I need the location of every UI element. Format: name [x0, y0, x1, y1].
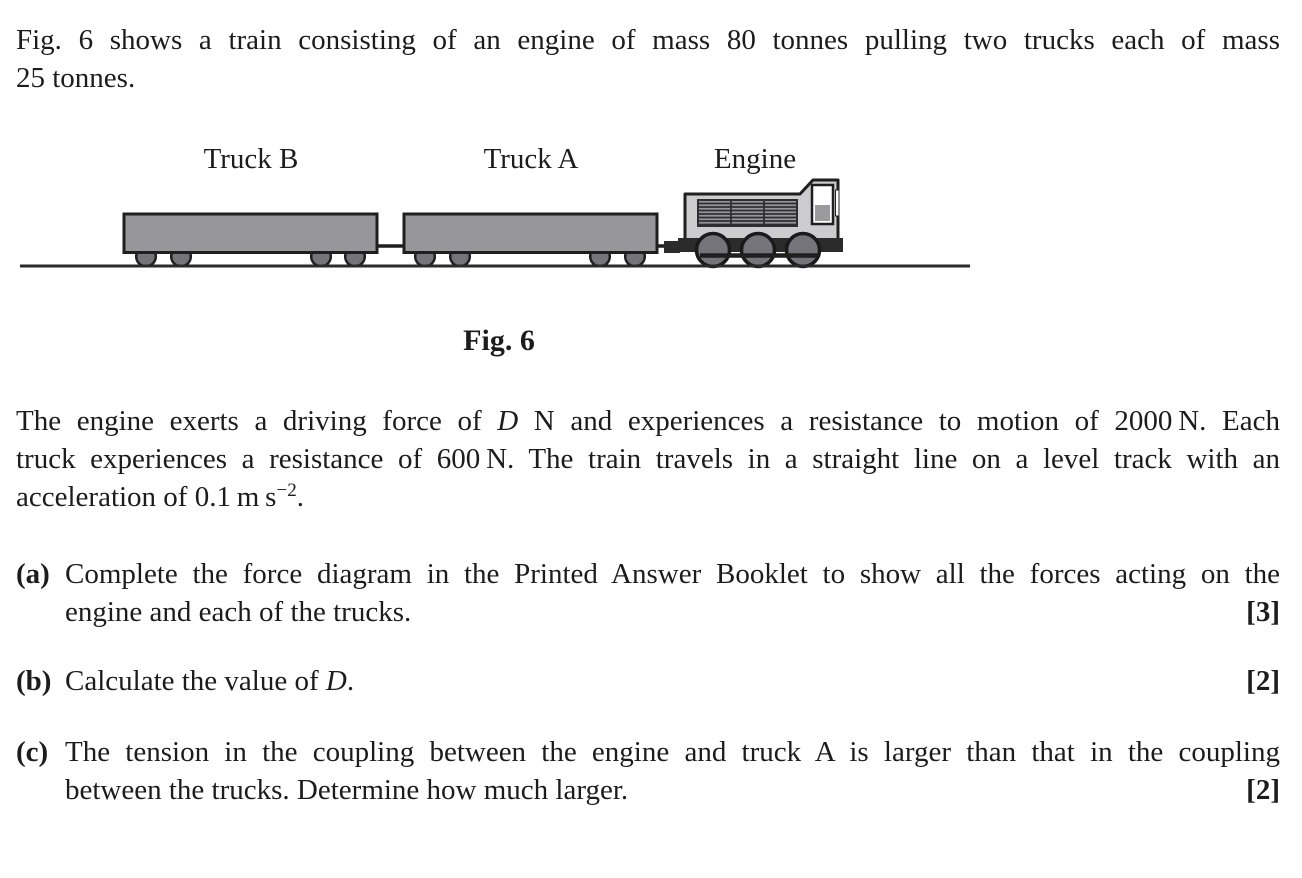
question-b-label: (b) — [16, 665, 52, 697]
text-line: 25 tonnes. — [16, 62, 136, 94]
engine-wheels — [697, 234, 820, 267]
engine-hook — [664, 241, 680, 253]
engine-grille — [698, 200, 797, 226]
question-c-text — [65, 733, 1280, 809]
question-c-label: (c) — [16, 736, 49, 768]
truck-b-illustration — [124, 214, 377, 266]
figure-caption: Fig. 6 — [463, 324, 535, 357]
text-line: truck experiences a resistance of 600 N. The train travels in a straight line on a level track with an — [16, 443, 1280, 475]
question-b-mark: [2] — [1246, 665, 1280, 697]
text-line: Complete the force diagram in the Printed Answer Booklet to show all the forces acting on the — [65, 558, 1280, 590]
text-line: Calculate the value of D. — [65, 665, 355, 697]
text-line: between the trucks. Determine how much larger. — [65, 774, 629, 806]
question-a-label: (a) — [16, 558, 50, 590]
truck-b-body — [124, 214, 377, 253]
question-b — [16, 662, 1280, 700]
truck-b-label: Truck B — [203, 143, 299, 175]
engine-illustration — [664, 180, 843, 267]
text-line: The tension in the coupling between the engine and truck A is larger than that in the coupling — [65, 736, 1280, 768]
question-c-mark: [2] — [1246, 774, 1280, 806]
question-c — [16, 733, 1280, 809]
question-a-text — [65, 555, 1280, 631]
text-line: Fig. 6 shows a train consisting of an engine of mass 80 tonnes pulling two trucks each of mass — [16, 24, 1280, 56]
text-line: engine and each of the trucks. — [65, 596, 412, 628]
engine-label: Engine — [713, 143, 797, 175]
truck-a-illustration — [404, 214, 657, 266]
question-a — [16, 555, 1280, 631]
question-a-mark: [3] — [1246, 596, 1280, 628]
forces-paragraph — [16, 402, 1280, 520]
intro-paragraph — [16, 21, 1280, 97]
question-b-text — [65, 662, 1280, 700]
train-figure — [0, 138, 1000, 298]
text-line: acceleration of 0.1 m $s^{-2}$. — [16, 480, 305, 513]
text-line: The engine exerts a driving force of D N and experiences a resistance to motion of 2000 N. Each — [16, 405, 1280, 437]
truck-a-body — [404, 214, 657, 253]
truck-a-label: Truck A — [483, 143, 579, 175]
